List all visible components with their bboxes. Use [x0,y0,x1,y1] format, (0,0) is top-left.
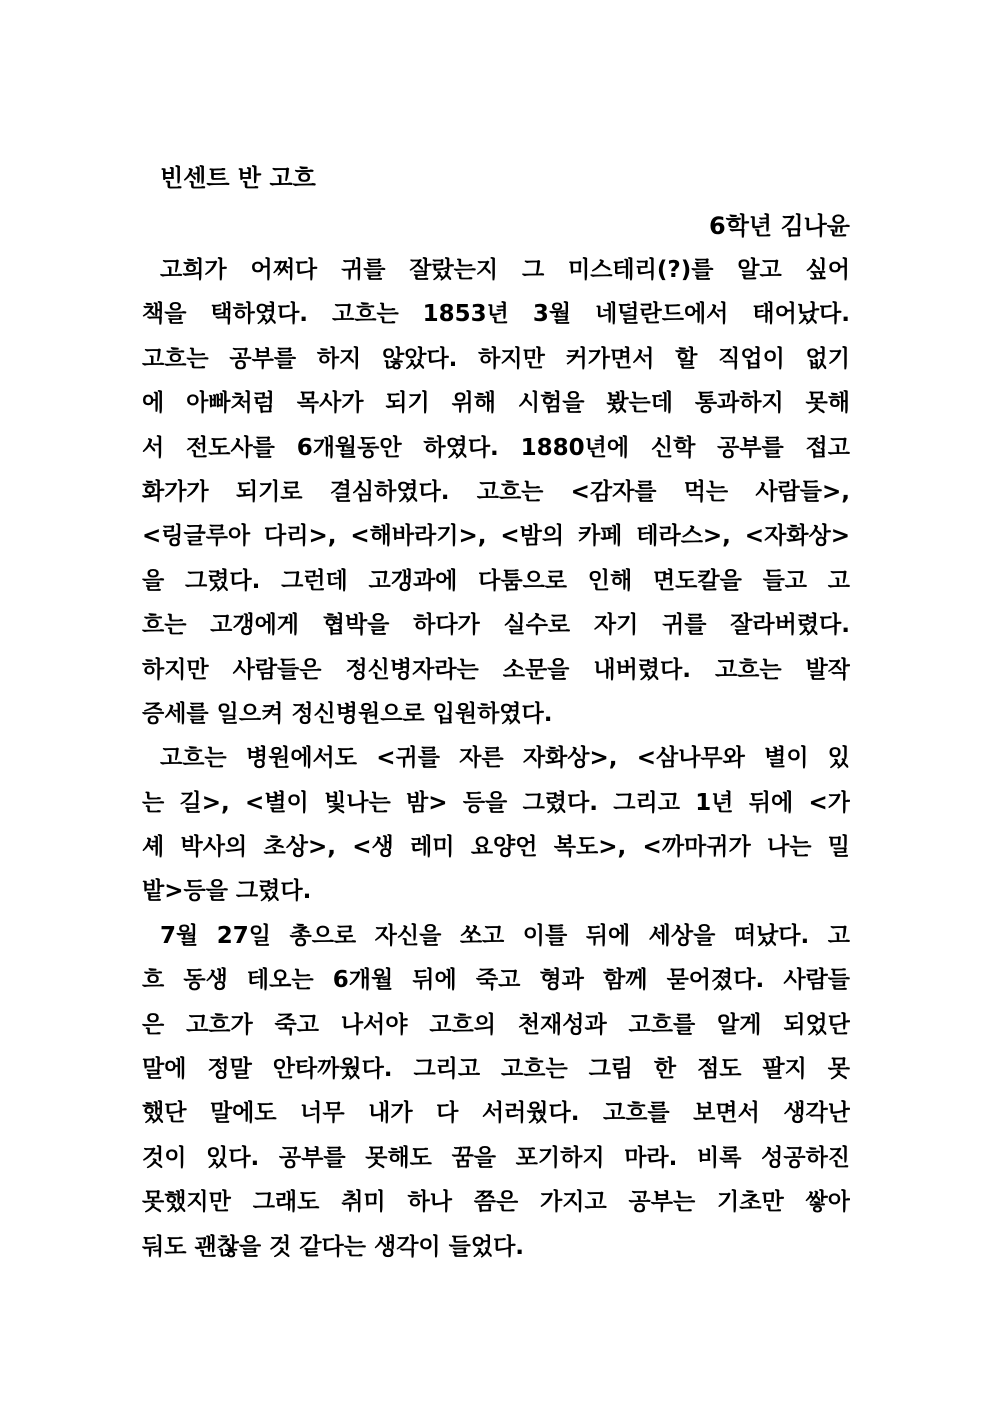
paragraph-line: 고흐는 공부를 하지 않았다. 하지만 커가면서 할 직업이 없기 [142,345,850,372]
paragraph-line: 둬도 괜찮을 것 같다는 생각이 들었다. [142,1233,525,1260]
paragraph-line: 는 길>, <별이 빛나는 밤> 등을 그렸다. 그리고 1년 뒤에 <가 [142,789,850,816]
paragraph-line: 흐 동생 테오는 6개월 뒤에 죽고 형과 함께 묻어졌다. 사람들 [142,967,850,994]
paragraph-line: <링글루아 다리>, <해바라기>, <밤의 카페 테라스>, <자화상> [142,523,850,550]
paragraph-line: 밭>등을 그렸다. [142,878,312,905]
paragraph-line: 고흐는 병원에서도 <귀를 자른 자화상>, <삼나무와 별이 있 [160,745,850,772]
author-line: 6학년 김나윤 [709,212,850,240]
document-title: 빈센트 반 고흐 [160,164,316,192]
paragraph-line: 을 그렸다. 그런데 고갱과에 다툼으로 인해 면도칼을 들고 고 [142,567,850,594]
paragraph-line: 셰 박사의 초상>, <생 레미 요양언 복도>, <까마귀가 나는 밀 [142,834,850,861]
paragraph-line: 말에 정말 안타까웠다. 그리고 고흐는 그림 한 점도 팔지 못 [142,1056,850,1083]
paragraph-line: 증세를 일으켜 정신병원으로 입원하였다. [142,700,553,727]
paragraph-line: 서 전도사를 6개월동안 하였다. 1880년에 신학 공부를 접고 [142,434,850,461]
paragraph-line: 은 고흐가 죽고 나서야 고흐의 천재성과 고흐를 알게 되었단 [142,1011,850,1038]
essay-body [142,248,850,1269]
paragraph-line: 에 아빠처럼 목사가 되기 위해 시험을 봤는데 통과하지 못해 [142,390,850,417]
paragraph-line: 7월 27일 총으로 자신을 쏘고 이틀 뒤에 세상을 떠났다. 고 [160,922,850,949]
paragraph-line: 못했지만 그래도 취미 하나 쯤은 가지고 공부는 기초만 쌓아 [142,1189,850,1216]
paragraph-line: 했단 말에도 너무 내가 다 서러웠다. 고흐를 보면서 생각난 [142,1100,850,1127]
paragraph-line: 화가가 되기로 결심하였다. 고흐는 <감자를 먹는 사람들>, [142,478,850,505]
paragraph-line: 책을 택하였다. 고흐는 1853년 3월 네덜란드에서 태어났다. [142,301,850,328]
paragraph-line: 것이 있다. 공부를 못해도 꿈을 포기하지 마라. 비록 성공하진 [142,1144,850,1171]
paragraph-line: 흐는 고갱에게 협박을 하다가 실수로 자기 귀를 잘라버렸다. [142,612,850,639]
paragraph-line: 하지만 사람들은 정신병자라는 소문을 내버렸다. 고흐는 발작 [142,656,850,683]
paragraph-line: 고희가 어쩌다 귀를 잘랐는지 그 미스테리(?)를 알고 싶어 [160,257,850,283]
